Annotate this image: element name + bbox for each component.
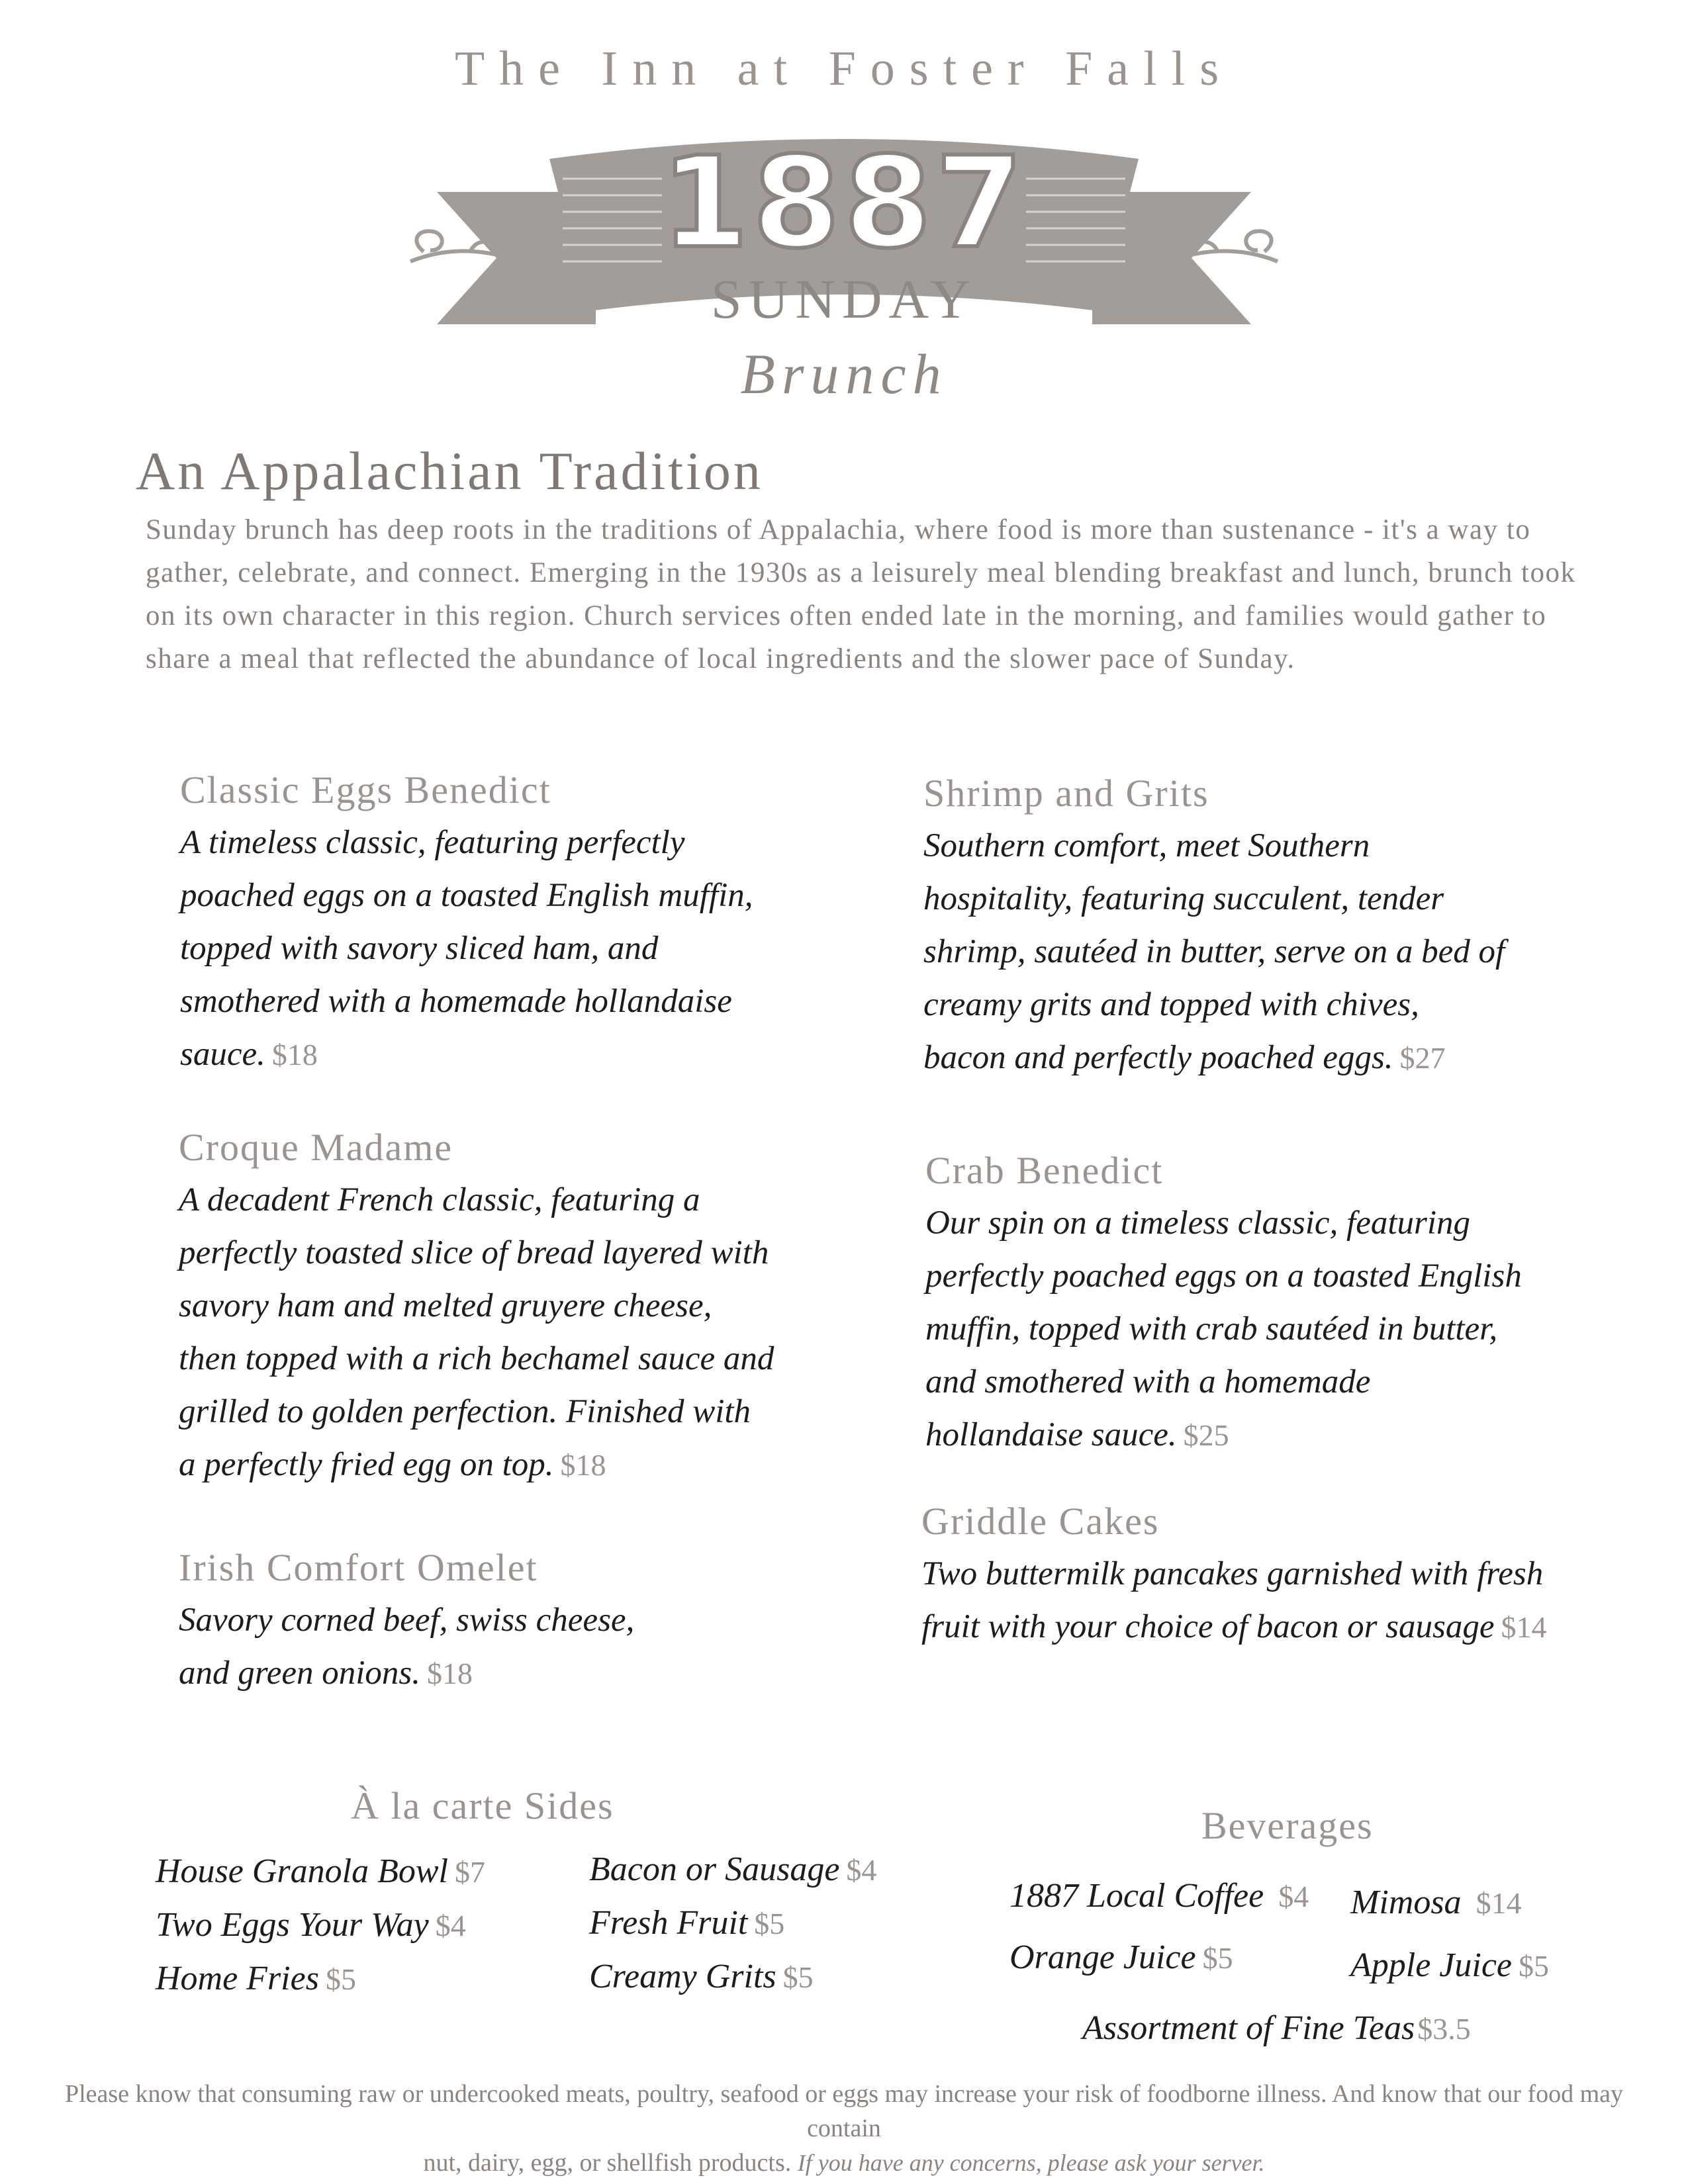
item-description xyxy=(179,1173,774,1492)
item-price: $27 xyxy=(1399,1041,1446,1075)
item-description-text: A decadent French classic, featuring a perfectly toasted slice of bread layered with savory ham and melted gruyere cheese, then topped with a rich bechamel sauce and grilled to golden perfection. Finished with a perfectly fried egg on top. xyxy=(179,1181,774,1483)
side-price: $5 xyxy=(754,1907,785,1940)
sides-list-right xyxy=(589,1843,876,2004)
item-title: Classic Eggs Benedict xyxy=(180,768,551,811)
item-price: $18 xyxy=(560,1448,606,1482)
beverage-name: Apple Juice xyxy=(1350,1946,1512,1984)
item-title: Crab Benedict xyxy=(925,1149,1164,1192)
beverage-price: $5 xyxy=(1202,1941,1233,1975)
beverage-item xyxy=(1350,1939,1549,1993)
menu-item-irish-comfort-omelet xyxy=(179,1545,642,1700)
item-description-text: Two buttermilk pancakes garnished with fresh fruit with your choice of bacon or sausage xyxy=(921,1555,1544,1645)
beverage-name: Assortment of Fine Teas xyxy=(1082,2009,1415,2047)
item-price: $25 xyxy=(1183,1418,1229,1452)
item-description xyxy=(179,1594,642,1700)
item-description-text: A timeless classic, featuring perfectly poached eggs on a toasted English muffin, topped with savory sliced ham, and smothered with a homemade hollandaise sauce. xyxy=(180,824,753,1073)
side-name: House Granola Bowl xyxy=(156,1852,448,1890)
intro-text: Sunday brunch has deep roots in the traditions of Appalachia, where food is more than sustenance - it's a way to gather, celebrate, and connect. Emerging in the 1930s as a leisurely meal blending breakfast and lunch, brunch took on its own character in this region. Church services often ended late in the morning, and families would gather to share a meal that reflected the abundance of local ingredients and the slower pace of Sunday. xyxy=(146,514,1576,674)
side-item xyxy=(589,1897,876,1950)
item-title: Croque Madame xyxy=(179,1126,453,1169)
logo-1887-sunday-brunch xyxy=(397,132,1291,344)
sides-list-left xyxy=(156,1845,485,2006)
disclaimer-note: If you have any concerns, please ask your server. xyxy=(797,2150,1265,2176)
food-safety-disclaimer xyxy=(40,2077,1648,2180)
beverage-item xyxy=(1350,1876,1522,1930)
side-name: Fresh Fruit xyxy=(589,1904,748,1942)
item-title: Griddle Cakes xyxy=(921,1500,1160,1543)
item-description xyxy=(923,819,1506,1085)
beverage-price: $5 xyxy=(1518,1949,1549,1983)
side-item xyxy=(156,1899,485,1952)
beverages-title: Beverages xyxy=(1201,1804,1374,1847)
side-price: $5 xyxy=(782,1960,814,1994)
beverage-item xyxy=(1009,1870,1309,1923)
side-price: $4 xyxy=(846,1853,877,1887)
side-price: $5 xyxy=(325,1962,356,1996)
section-title: An Appalachian Tradition xyxy=(136,441,763,501)
item-description-text: Southern comfort, meet Southern hospitality, featuring succulent, tender shrimp, sautéed in butter, serve on a bed of creamy grits and topped with chives, bacon and perfectly poached eggs. xyxy=(923,827,1505,1076)
beverage-name: 1887 Local Coffee xyxy=(1009,1877,1264,1915)
menu-item-croque-madame xyxy=(179,1125,774,1492)
logo-year: 1887 xyxy=(661,132,1027,276)
side-item xyxy=(589,1950,876,2004)
item-description-text: Our spin on a timeless classic, featuring perfectly poached eggs on a toasted English muffin, topped with crab sautéed in butter, and smothered with a homemade hollandaise sauce. xyxy=(925,1205,1522,1453)
inn-name: The Inn at Foster Falls xyxy=(454,42,1233,96)
side-price: $4 xyxy=(435,1909,466,1942)
beverage-name: Orange Juice xyxy=(1009,1938,1196,1976)
sides-title: À la carte Sides xyxy=(351,1784,614,1827)
item-price: $18 xyxy=(427,1657,473,1690)
menu-item-crab-benedict xyxy=(925,1148,1534,1462)
item-title: Shrimp and Grits xyxy=(923,772,1209,815)
beverage-name: Mimosa xyxy=(1350,1884,1462,1921)
item-price: $14 xyxy=(1501,1610,1547,1644)
beverage-price: $3.5 xyxy=(1417,2012,1471,2046)
side-name: Two Eggs Your Way xyxy=(156,1906,429,1944)
logo-day: SUNDAY xyxy=(710,269,978,330)
disclaimer-line-2 xyxy=(40,2146,1648,2180)
side-name: Creamy Grits xyxy=(589,1958,776,1995)
disclaimer-line-1: Please know that consuming raw or undercooked meats, poultry, seafood or eggs may increase your risk of foodborne illness. And know that our food may contain xyxy=(64,2080,1624,2142)
item-description xyxy=(180,816,776,1081)
item-description xyxy=(925,1197,1534,1462)
logo-meal: Brunch xyxy=(740,342,948,406)
menu-item-shrimp-and-grits xyxy=(923,771,1506,1085)
item-description-text: Savory corned beef, swiss cheese, and green onions. xyxy=(179,1602,635,1692)
disclaimer-line-2-text: nut, dairy, egg, or shellfish products. xyxy=(423,2149,792,2177)
beverage-price: $4 xyxy=(1278,1880,1309,1913)
side-name: Home Fries xyxy=(156,1960,319,1997)
item-price: $18 xyxy=(271,1038,318,1071)
beverage-price: $14 xyxy=(1476,1886,1522,1920)
side-item xyxy=(156,1952,485,2006)
item-title: Irish Comfort Omelet xyxy=(179,1546,538,1589)
item-description xyxy=(921,1547,1557,1654)
beverage-item xyxy=(1082,2002,1471,2056)
menu-item-classic-eggs-benedict xyxy=(180,768,776,1081)
side-item xyxy=(156,1845,485,1899)
beverage-item xyxy=(1009,1931,1233,1985)
menu-item-griddle-cakes xyxy=(921,1499,1557,1654)
side-name: Bacon or Sausage xyxy=(589,1850,840,1888)
side-price: $7 xyxy=(455,1855,485,1889)
side-item xyxy=(589,1843,876,1897)
